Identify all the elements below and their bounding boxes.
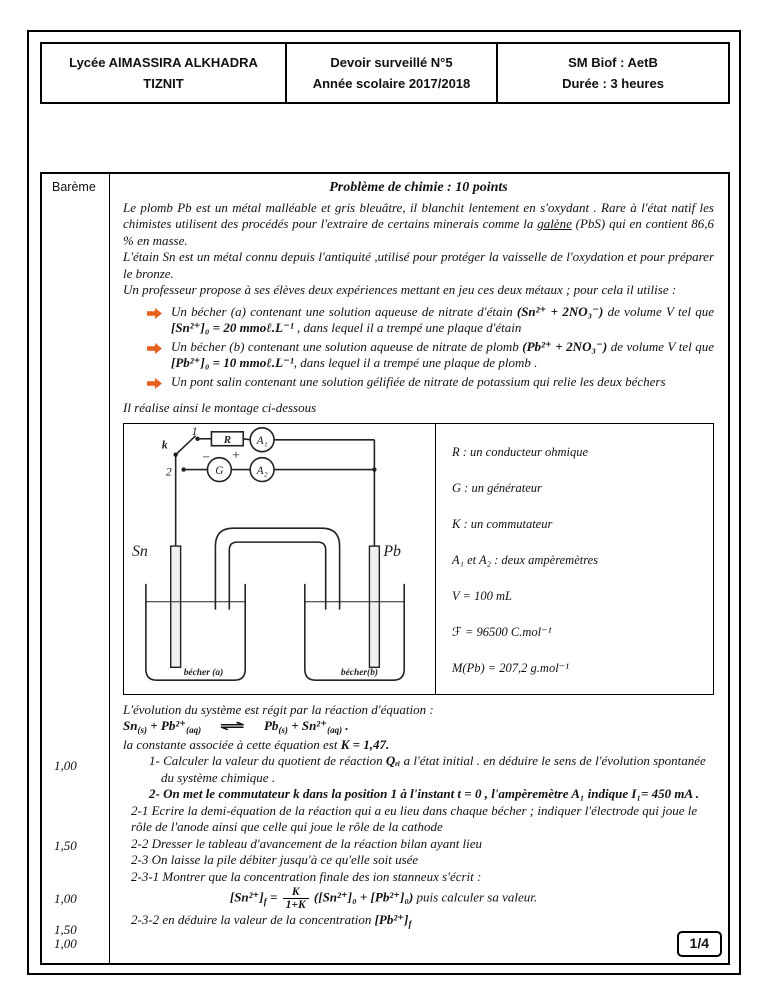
problem-content xyxy=(110,174,728,963)
ammeter-1-label: A₁ xyxy=(256,435,268,448)
intro-paragraph-1 xyxy=(123,200,714,250)
school-year: Année scolaire 2017/2018 xyxy=(312,76,471,91)
formula-equals: = xyxy=(266,889,281,905)
bullet2-text-c: , dans lequel il a trempé une plaque de plomb . xyxy=(293,355,538,371)
legend-faraday-constant: ℱ = 96500 C.mol⁻¹ xyxy=(452,624,552,639)
generator-label: G xyxy=(215,464,224,477)
salt-bridge-inner xyxy=(229,542,325,610)
eq-state-s1: (s) xyxy=(137,725,147,736)
becher-b-description xyxy=(171,339,714,372)
school-city: TIZNIT xyxy=(143,76,184,91)
junction-node xyxy=(372,467,376,471)
arrow-bullet-icon xyxy=(147,307,162,337)
eq-state-aq1: (aq) xyxy=(186,725,202,736)
lead-final-concentration: [Pb²⁺] xyxy=(374,912,409,928)
q1-text-b: a l'état initial . en déduire le sens de l'évolution spontanée du système chimique . xyxy=(161,753,706,785)
fraction-k-over-1-plus-k xyxy=(283,886,309,911)
question-2-3-2 xyxy=(123,912,714,930)
mark-question-2-2: 1,00 xyxy=(54,891,77,906)
tin-nitrate-formula: (Sn²⁺ + 2NO₃⁻) xyxy=(516,303,604,319)
lead-plate-label: Pb xyxy=(383,542,401,560)
class-info: SM Biof : AetB xyxy=(568,55,658,70)
arrow-bullet-icon xyxy=(147,377,162,394)
legend-switch: K : un commutateur xyxy=(452,516,553,531)
fraction-denominator: 1+K xyxy=(283,898,309,911)
question-2-3-1: 2-3-1 Montrer que la concentration finale des ion stanneux s'écrit : xyxy=(131,868,482,884)
question-2-3: 2-3 On laisse la pile débiter jusqu'à ce qu'elle soit usée xyxy=(131,852,419,868)
figure-legend xyxy=(436,424,713,694)
bullet1-text-c: , dans lequel il a trempé une plaque d'étain xyxy=(293,320,522,336)
bareme-column xyxy=(42,174,110,963)
tin-electrode xyxy=(171,546,181,667)
legend-ammeters: A₁ et A₂ : deux ampèremètres xyxy=(452,552,599,567)
switch-k-label: k xyxy=(161,437,168,452)
eq-species-sn2: + Sn²⁺ xyxy=(287,718,328,734)
bareme-header: Barème xyxy=(52,180,96,194)
formula-lhs-subscript: f xyxy=(263,896,267,907)
reaction-equation xyxy=(123,718,714,736)
beaker-b-label: bécher(b) xyxy=(340,668,379,679)
contact-2-node xyxy=(181,467,185,471)
tin-initial-concentration: [Sn²⁺]₀ = 20 mmoℓ.L⁻¹ xyxy=(171,320,294,336)
problem-title: Problème de chimie : 10 points xyxy=(329,180,508,195)
mark-question-1: 1,00 xyxy=(54,758,77,773)
ammeter-2-label: A₂ xyxy=(256,464,268,477)
bullet1-text-b: de volume V tel que xyxy=(603,303,714,319)
fraction-numerator: K xyxy=(291,886,300,899)
list-item-becher-b xyxy=(123,339,714,372)
bullet1-text: Un bécher (a) contenant une solution aqueuse de nitrate d'étain xyxy=(171,303,517,319)
legend-molar-mass-pb: M(Pb) = 207,2 g.mol⁻¹ xyxy=(452,660,570,675)
question-1 xyxy=(123,753,714,786)
mark-question-2-1: 1,50 xyxy=(54,838,77,853)
beaker-b-outline xyxy=(305,584,404,680)
mark-question-2-3-1: 1,50 xyxy=(54,922,77,937)
resistor-label: R xyxy=(223,434,231,447)
equilibrium-constant-line xyxy=(123,737,714,754)
salt-bridge-outer xyxy=(215,528,339,609)
bullet2-text-b: de volume V tel que xyxy=(607,338,715,354)
school-name: Lycée AlMASSIRA ALKHADRA xyxy=(69,55,258,70)
switch-pivot-node xyxy=(173,452,177,456)
electrochemical-cell-diagram xyxy=(124,424,434,694)
mark-question-2-3-2: 1,00 xyxy=(54,936,77,951)
bullet2-text: Un bécher (b) contenant une solution aqueuse de nitrate de plomb xyxy=(171,338,523,354)
list-item-pont-salin xyxy=(123,374,714,394)
exam-title: Devoir surveillé N°5 xyxy=(330,55,453,70)
eq-state-s2: (s) xyxy=(278,725,288,736)
q1-text-a: 1- Calculer la valeur du quotient de réaction xyxy=(149,753,386,769)
materials-list xyxy=(123,304,714,394)
equilibrium-arrows-icon: ⇌ xyxy=(219,719,246,735)
legend-volume: V = 100 mL xyxy=(452,588,512,603)
header-school-cell xyxy=(42,44,285,102)
eq-period: . xyxy=(342,718,349,734)
header-exam-cell xyxy=(285,44,498,102)
question-2-1: 2-1 Ecrire la demi-équation de la réaction qui a eu lieu dans chaque bécher ; indiquer l'électrode qui joue le rôle de l'anode ainsi que celle qui joue le rôle de la cathode xyxy=(131,802,698,835)
page-number: 1/4 xyxy=(677,931,722,957)
eq-species-pb: Pb xyxy=(263,718,279,734)
list-item-becher-a xyxy=(123,304,714,337)
eq-state-aq2: (aq) xyxy=(327,725,343,736)
lead-initial-concentration: [Pb²⁺]₀ = 10 mmoℓ.L⁻¹ xyxy=(171,355,294,371)
constant-value: K = 1,47. xyxy=(340,736,390,752)
experiment-figure xyxy=(123,423,714,695)
exam-duration: Durée : 3 heures xyxy=(562,76,664,91)
intro-paragraph-3: Un professeur propose à ses élèves deux expériences mettant en jeu ces deux métaux ; pour cela il utilise : xyxy=(123,282,677,298)
becher-a-description xyxy=(171,304,714,337)
salt-bridge-description: Un pont salin contenant une solution gélifiée de nitrate de potassium qui relie les deux béchers xyxy=(171,373,666,389)
generator-minus-sign: − xyxy=(201,450,211,466)
eq-species-sn: Sn xyxy=(123,718,138,734)
lead-final-subscript: f xyxy=(408,919,412,930)
eq-species-pb2: + Pb²⁺ xyxy=(146,718,187,734)
tin-plate-label: Sn xyxy=(131,542,148,560)
constant-text: la constante associée à cette équation est xyxy=(123,736,341,752)
formula-lhs: [Sn²⁺] xyxy=(229,889,264,905)
montage-line: Il réalise ainsi le montage ci-dessous xyxy=(123,400,317,416)
q232-text: 2-3-2 en déduire la valeur de la concentration xyxy=(131,912,375,928)
lead-electrode xyxy=(369,546,379,667)
intro-1-text-a: Le plomb Pb est un métal malléable et gris bleuâtre, il blanchit lentement en s'oxydant . Rare à l'état natif les chimistes utilisent des procédés pour l'extraire de certains minerais comme la xyxy=(123,199,714,232)
switch-position-2-label: 2 xyxy=(165,464,172,479)
legend-resistor: R : un conducteur ohmique xyxy=(452,444,589,459)
formula-rhs: ([Sn²⁺]₀ + [Pb²⁺]₀) xyxy=(310,889,414,905)
lead-nitrate-formula: (Pb²⁺ + 2NO₃⁻) xyxy=(522,338,608,354)
reaction-lead-in: L'évolution du système est régit par la réaction d'équation : xyxy=(123,701,434,717)
document-header xyxy=(40,42,730,104)
header-info-cell xyxy=(498,44,728,102)
beaker-a-label: bécher (a) xyxy=(183,668,224,679)
arrow-bullet-icon xyxy=(147,342,162,372)
question-2: 2- On met le commutateur k dans la position 1 à l'instant t = 0 , l'ampèremètre A₁ indique I₁= 450 mA . xyxy=(149,786,699,802)
circuit-diagram-cell xyxy=(124,424,436,694)
beaker-a-outline xyxy=(146,584,245,680)
exam-body xyxy=(40,172,730,965)
intro-1-text-b: (PbS) qui en contient 86,6 % en masse. xyxy=(123,216,715,248)
galene-term: galène xyxy=(537,216,572,232)
switch-position-1-label: 1 xyxy=(191,423,198,438)
reaction-quotient-symbol: Qᵣᵢ xyxy=(385,753,401,769)
final-concentration-formula xyxy=(123,886,714,911)
legend-generator: G : un générateur xyxy=(452,480,542,495)
intro-paragraph-2: L'étain Sn est un métal connu depuis l'antiquité ,utilisé pour protéger la vaisselle de l'oxydation et pour préparer le bronze. xyxy=(123,249,714,281)
formula-tail-text: puis calculer sa valeur. xyxy=(413,889,538,905)
generator-plus-sign: + xyxy=(231,448,241,464)
question-2-2: 2-2 Dresser le tableau d'avancement de la réaction bilan ayant lieu xyxy=(131,835,483,851)
